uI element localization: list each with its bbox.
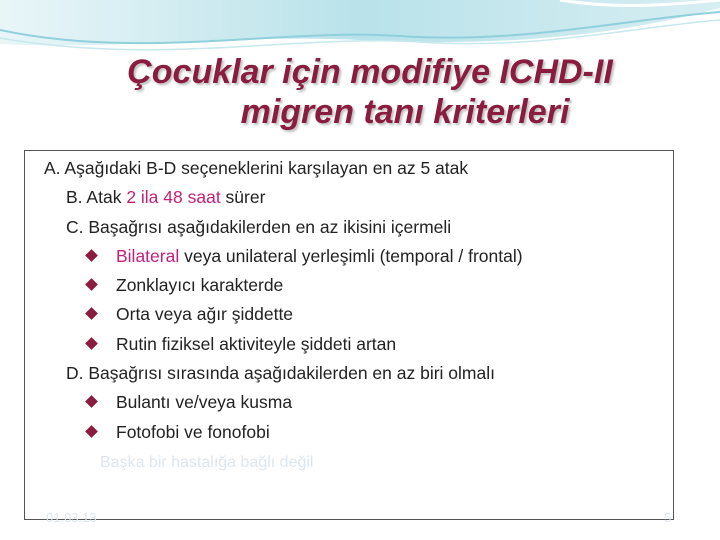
criterion-c: C. Başağrısı aşağıdakilerden en az ikisini içermeli — [66, 216, 452, 237]
criterion-d-bullet-1-text: Bulantı ve/veya kusma — [116, 392, 293, 413]
criterion-c-bullet-2-text: Zonklayıcı karakterde — [116, 275, 284, 296]
criterion-a: A. Aşağıdaki B-D seçeneklerini karşılayan en az 5 atak — [44, 158, 469, 178]
diamond-bullet-icon — [85, 249, 98, 262]
diamond-bullet-icon — [85, 425, 98, 438]
criterion-c-bullet-2 — [44, 271, 674, 300]
slide-number: 5 — [664, 510, 672, 525]
criterion-c-bullet-1 — [44, 242, 674, 271]
slide-title — [60, 52, 700, 132]
criterion-b-prefix: B. Atak — [66, 187, 127, 208]
criterion-b-duration: 2 ila 48 saat — [126, 187, 221, 208]
criterion-b-suffix: sürer — [220, 187, 266, 208]
criterion-c-bullet-3-text: Orta veya ağır şiddette — [116, 304, 294, 325]
criterion-c-bullet-3 — [44, 300, 674, 329]
criteria-list — [44, 154, 674, 447]
criterion-d-bullet-1 — [44, 388, 674, 417]
criterion-d-bullet-2 — [44, 418, 674, 447]
diamond-bullet-icon — [85, 278, 98, 291]
diamond-bullet-icon — [85, 308, 98, 321]
criterion-b — [44, 183, 674, 212]
footer-date: 01.03.13 — [46, 510, 97, 525]
criterion-c-bullet-4-text: Rutin fiziksel aktiviteyle şiddeti artan — [116, 333, 397, 354]
criterion-d: D. Başağrısı sırasında aşağıdakilerden en az biri olmalı — [66, 363, 495, 384]
title-line-2: migren tanı kriterleri — [240, 93, 570, 131]
criterion-c-bullet-4 — [44, 330, 674, 359]
diamond-bullet-icon — [85, 337, 98, 350]
diamond-bullet-icon — [85, 396, 98, 409]
bilateral-highlight: Bilateral — [116, 245, 180, 266]
title-line-1: Çocuklar için modifiye ICHD-II — [127, 53, 613, 91]
criterion-c-bullet-1-text: veya unilateral yerleşimli (temporal / frontal) — [179, 245, 523, 266]
faded-criterion-e: Başka bir hastalığa bağlı değil — [100, 454, 314, 471]
criterion-d-bullet-2-text: Fotofobi ve fonofobi — [116, 421, 270, 442]
